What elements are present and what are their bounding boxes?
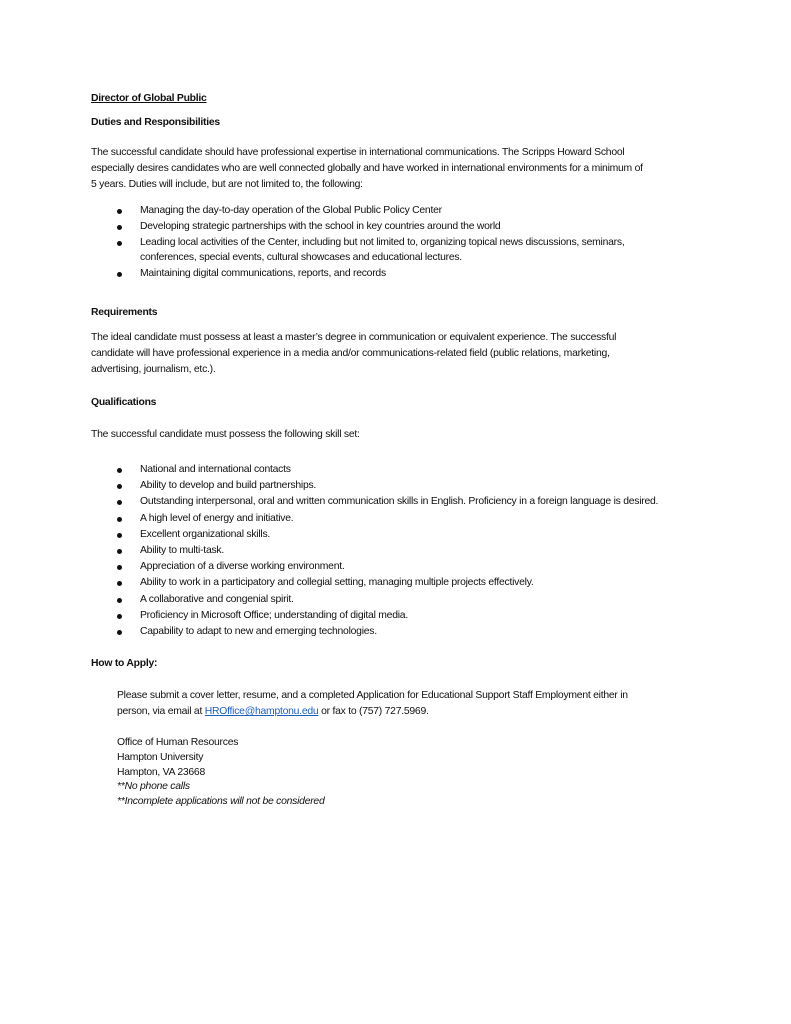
hr-email-link[interactable]: HROffice@hamptonu.edu — [204, 706, 319, 717]
bullet-icon — [117, 581, 122, 586]
qualification-item: Ability to work in a participatory and collegial setting, managing multiple projects effectively. — [140, 577, 534, 589]
qualification-item: Proficiency in Microsoft Office; understanding of digital media. — [140, 609, 408, 621]
bullet-icon — [117, 533, 122, 538]
address-line: Office of Human Resources — [117, 737, 239, 748]
duty-item-continued: conferences, special events, cultural showcases and educational lectures. — [140, 252, 462, 263]
requirements-heading: Requirements — [91, 307, 158, 318]
duties-intro-line: 5 years. Duties will include, but are not limited to, the following: — [91, 179, 363, 190]
job-title: Director of Global Public — [91, 93, 207, 104]
bullet-icon — [117, 630, 122, 635]
qualification-item: Appreciation of a diverse working environment. — [140, 561, 345, 573]
bullet-icon — [117, 565, 122, 570]
qualification-item: A collaborative and congenial spirit. — [140, 593, 294, 605]
duties-intro-line: especially desires candidates who are well connected globally and have worked in international environments for a minimum of — [91, 163, 643, 174]
note-line: **Incomplete applications will not be considered — [117, 796, 325, 807]
bullet-icon — [117, 225, 122, 230]
duties-intro-line: The successful candidate should have professional expertise in international communications. The Scripps Howard School — [91, 147, 625, 158]
bullet-icon — [117, 598, 122, 603]
apply-text-suffix: or fax to (757) 727.5969. — [318, 706, 429, 717]
qualification-item: Ability to develop and build partnerships. — [140, 480, 317, 492]
bullet-icon — [117, 468, 122, 473]
bullet-icon — [117, 209, 122, 214]
qualification-item: National and international contacts — [140, 464, 291, 475]
bullet-icon — [117, 517, 122, 522]
bullet-icon — [117, 241, 122, 246]
qualification-item: Ability to multi-task. — [140, 545, 224, 556]
duties-heading: Duties and Responsibilities — [91, 117, 220, 128]
qualifications-intro: The successful candidate must possess the following skill set: — [91, 429, 360, 440]
duty-item: Managing the day-to-day operation of the Global Public Policy Center — [140, 205, 442, 216]
bullet-icon — [117, 272, 122, 277]
bullet-icon — [117, 484, 122, 489]
note-line: **No phone calls — [117, 781, 190, 792]
address-line: Hampton, VA 23668 — [117, 767, 205, 778]
duty-item: Leading local activities of the Center, including but not limited to, organizing topical news discussions, seminars, — [140, 237, 625, 248]
qualification-item: Excellent organizational skills. — [140, 528, 271, 540]
apply-instructions-line — [117, 704, 429, 720]
apply-text-prefix: person, via email at — [117, 706, 205, 717]
qualification-item: Capability to adapt to new and emerging technologies. — [140, 626, 377, 637]
bullet-icon — [117, 549, 122, 554]
requirements-line: advertising, journalism, etc.). — [91, 364, 216, 375]
duty-item: Maintaining digital communications, reports, and records — [140, 268, 386, 279]
duty-item: Developing strategic partnerships with the school in key countries around the world — [140, 221, 501, 232]
apply-instructions-line: Please submit a cover letter, resume, and a completed Application for Educational Support Staff Employment either in — [117, 690, 628, 701]
qualification-item: A high level of energy and initiative. — [140, 512, 294, 524]
requirements-line: The ideal candidate must possess at least a master’s degree in communication or equivalent experience. The successful — [91, 332, 617, 343]
bullet-icon — [117, 614, 122, 619]
how-to-apply-heading: How to Apply: — [91, 658, 158, 669]
qualifications-heading: Qualifications — [91, 397, 157, 408]
bullet-icon — [117, 500, 122, 505]
qualification-item: Outstanding interpersonal, oral and written communication skills in English. Proficiency in a foreign language is desired. — [140, 496, 659, 508]
requirements-line: candidate will have professional experience in a media and/or communications-related field (public relations, marketing, — [91, 348, 610, 359]
address-line: Hampton University — [117, 752, 204, 763]
